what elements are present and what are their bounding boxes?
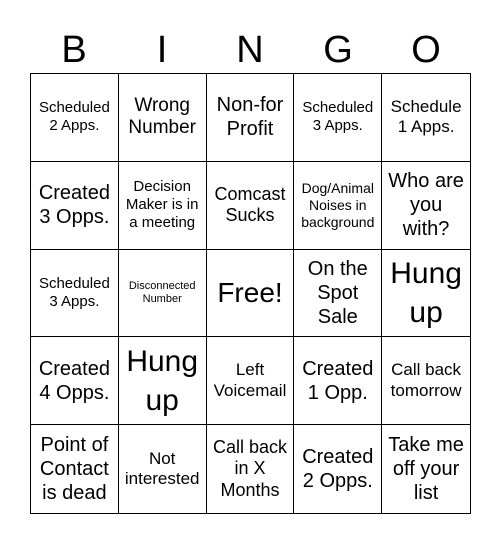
- bingo-cell[interactable]: Hung up: [119, 337, 207, 425]
- bingo-cell[interactable]: Take me off your list: [388, 434, 464, 505]
- bingo-cell[interactable]: Comcast Sucks: [207, 162, 295, 250]
- header-letter-g: G: [323, 29, 353, 71]
- bingo-cell[interactable]: Created 2 Opps.: [294, 425, 382, 513]
- bingo-cell[interactable]: Created 3 Opps.: [31, 162, 119, 250]
- bingo-cell[interactable]: Scheduled 2 Apps.: [31, 74, 119, 162]
- bingo-cell[interactable]: Schedule 1 Apps.: [382, 74, 470, 162]
- bingo-cell[interactable]: Point of Contact is dead: [31, 425, 119, 513]
- bingo-cell[interactable]: Not interested: [119, 425, 207, 513]
- bingo-cell[interactable]: Wrong Number: [119, 74, 207, 162]
- bingo-header: [30, 24, 470, 76]
- bingo-cell[interactable]: Left Voicemail: [207, 337, 295, 425]
- free-space-cell[interactable]: Free!: [207, 250, 295, 338]
- header-letter-o: O: [411, 29, 441, 71]
- bingo-cell[interactable]: Who are you with?: [382, 162, 470, 250]
- bingo-cell[interactable]: Decision Maker is in a meeting: [119, 162, 207, 250]
- bingo-cell[interactable]: Call back in X Months: [207, 425, 295, 513]
- bingo-cell[interactable]: On the Spot Sale: [294, 250, 382, 338]
- bingo-cell[interactable]: Scheduled 3 Apps.: [31, 250, 119, 338]
- header-letter-b: B: [61, 29, 87, 71]
- bingo-cell[interactable]: Dog/Animal Noises in background: [294, 162, 382, 250]
- bingo-cell[interactable]: Created 1 Opp.: [294, 337, 382, 425]
- bingo-cell[interactable]: Scheduled 3 Apps.: [294, 74, 382, 162]
- header-letter-n: N: [236, 29, 264, 71]
- bingo-board: [30, 73, 471, 514]
- bingo-cell[interactable]: Created 4 Opps.: [31, 337, 119, 425]
- bingo-cell[interactable]: Hung up: [382, 250, 470, 338]
- header-letter-i: I: [156, 29, 168, 71]
- bingo-cell[interactable]: Non-for Profit: [207, 74, 295, 162]
- bingo-cell[interactable]: Disconnected Number: [119, 250, 207, 338]
- bingo-cell[interactable]: Call back tomorrow: [382, 337, 470, 425]
